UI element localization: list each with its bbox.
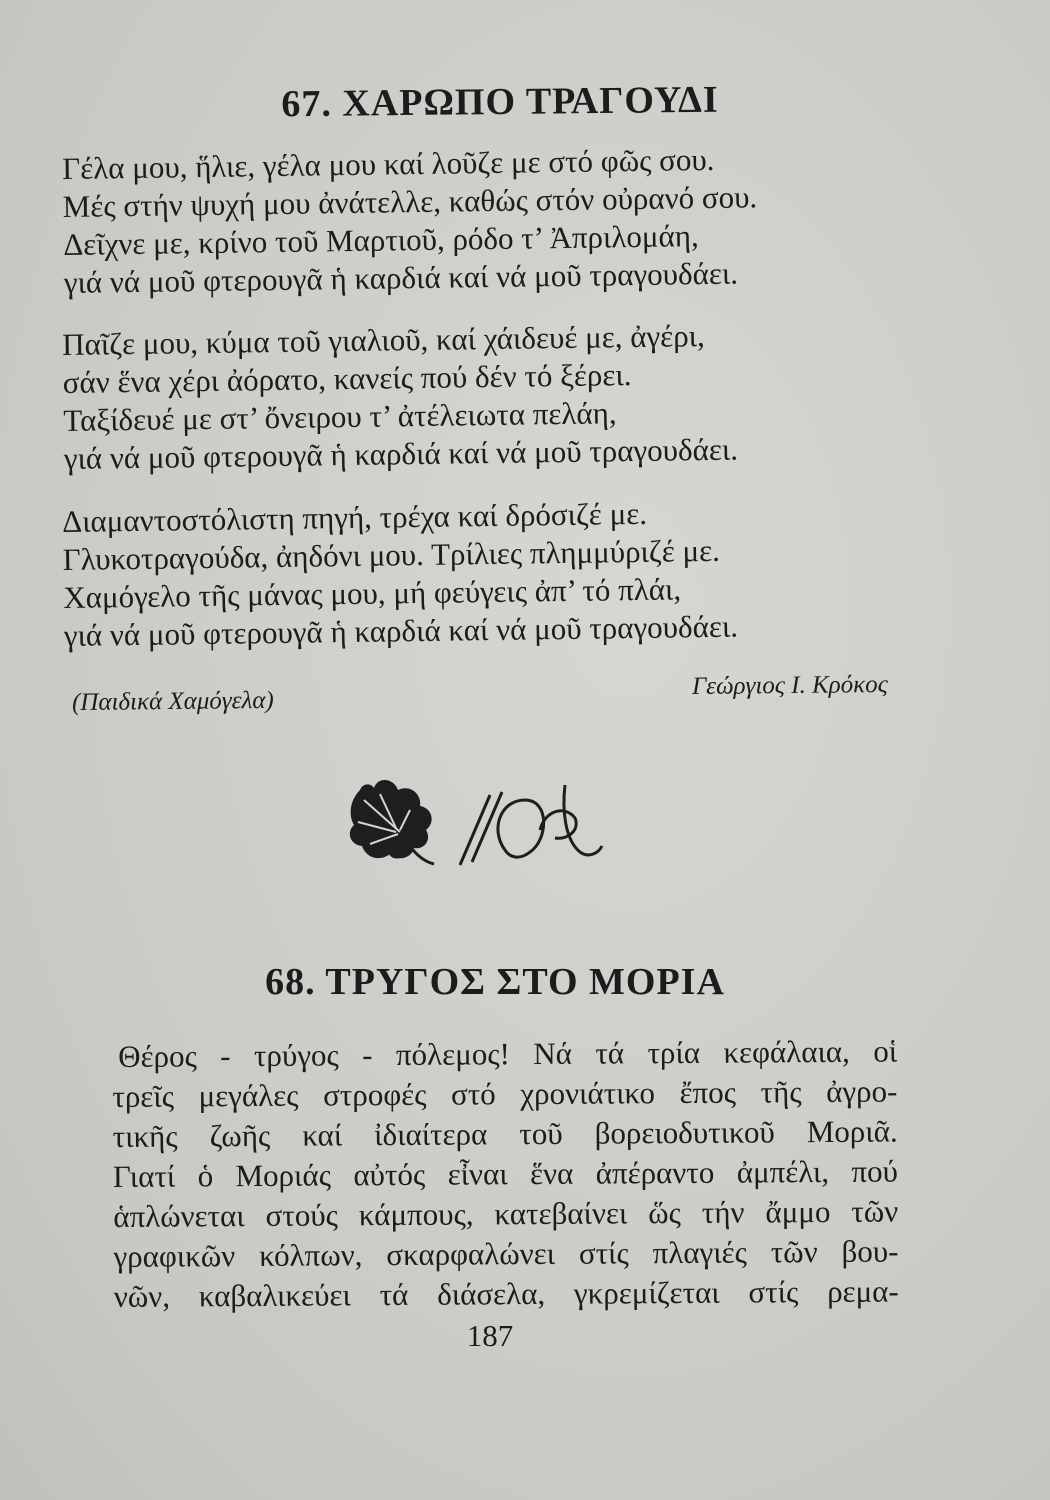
verse-line: Ταξίδευέ με στ’ ὄνειρου τ’ ἀτέλειωτα πελάη, bbox=[63, 395, 617, 438]
verse-line: Δεῖχνε με, κρίνο τοῦ Μαρτιοῦ, ρόδο τ’ Ἀπριλομάη, bbox=[63, 218, 699, 262]
page-number: 187 bbox=[466, 1318, 514, 1353]
stanza-3 bbox=[62, 491, 944, 655]
body-line: ἁπλώνεται στούς κάμπους, κατεβαίνει ὥς τήν ἄμμο τῶν bbox=[113, 1193, 899, 1234]
poem-title: 67. ΧΑΡΩΠΟ ΤΡΑΓΟΥΔΙ bbox=[281, 78, 719, 126]
stanza-1 bbox=[62, 138, 944, 302]
verse-line: Γλυκοτραγούδα, ἀηδόνι μου. Τρίλιες πλημμύριζέ με. bbox=[62, 532, 721, 577]
poem-source: (Παιδικά Χαμόγελα) bbox=[71, 686, 274, 717]
verse-line: γιά νά μοῦ φτερουγᾶ ἡ καρδιά καί νά μοῦ τραγουδάει. bbox=[63, 608, 739, 653]
grape-leaf-vine-icon bbox=[340, 770, 610, 870]
verse-line: γιά νά μοῦ φτερουγᾶ ἡ καρδιά καί νά μοῦ τραγουδάει. bbox=[63, 255, 739, 300]
body-line: νῶν, καβαλικεύει τά διάσελα, γκρεμίζεται στίς ρεμα- bbox=[113, 1273, 899, 1314]
verse-line: Γέλα μου, ἥλιε, γέλα μου καί λοῦζε με στό φῶς σου. bbox=[62, 141, 715, 186]
verse-line: σάν ἕνα χέρι ἀόρατο, κανείς πού δέν τό ξέρει. bbox=[62, 357, 632, 400]
stanza-2 bbox=[62, 314, 944, 478]
section-title: 68. ΤΡΥΓΟΣ ΣΤΟ ΜΟΡΙΑ bbox=[265, 961, 725, 1003]
poem-author: Γεώργιος Ι. Κρόκος bbox=[691, 670, 889, 701]
body-line: γραφικῶν κόλπων, σκαρφαλώνει στίς πλαγιές τῶν βου- bbox=[113, 1233, 899, 1274]
body-line: τικῆς ζωῆς καί ἰδιαίτερα τοῦ βορειοδυτικοῦ Μοριᾶ. bbox=[112, 1113, 898, 1154]
verse-line: Διαμαντοστόλιστη πηγή, τρέχα καί δρόσιζέ με. bbox=[62, 495, 648, 539]
body-line: Γιατί ὁ Μοριάς αὐτός εἶναι ἕνα ἀπέραντο ἀμπέλι, πού bbox=[112, 1153, 899, 1194]
body-line: τρεῖς μεγάλες στροφές στό χρονιάτικο ἔπος τῆς ἀγρο- bbox=[112, 1073, 898, 1114]
verse-line: Μές στήν ψυχή μου ἀνάτελλε, καθώς στόν οὐρανό σου. bbox=[62, 179, 758, 224]
verse-line: Παῖζε μου, κύμα τοῦ γιαλιοῦ, καί χάιδευέ με, ἀγέρι, bbox=[62, 318, 705, 362]
verse-line: Χαμόγελο τῆς μάνας μου, μή φεύγεις ἀπ’ τό πλάι, bbox=[63, 571, 682, 615]
section-body bbox=[112, 1032, 899, 1317]
body-line: Θέρος - τρύγος - πόλεμος! Νά τά τρία κεφάλαια, οἱ bbox=[118, 1033, 898, 1074]
verse-line: γιά νά μοῦ φτερουγᾶ ἡ καρδιά καί νά μοῦ τραγουδάει. bbox=[63, 431, 739, 476]
